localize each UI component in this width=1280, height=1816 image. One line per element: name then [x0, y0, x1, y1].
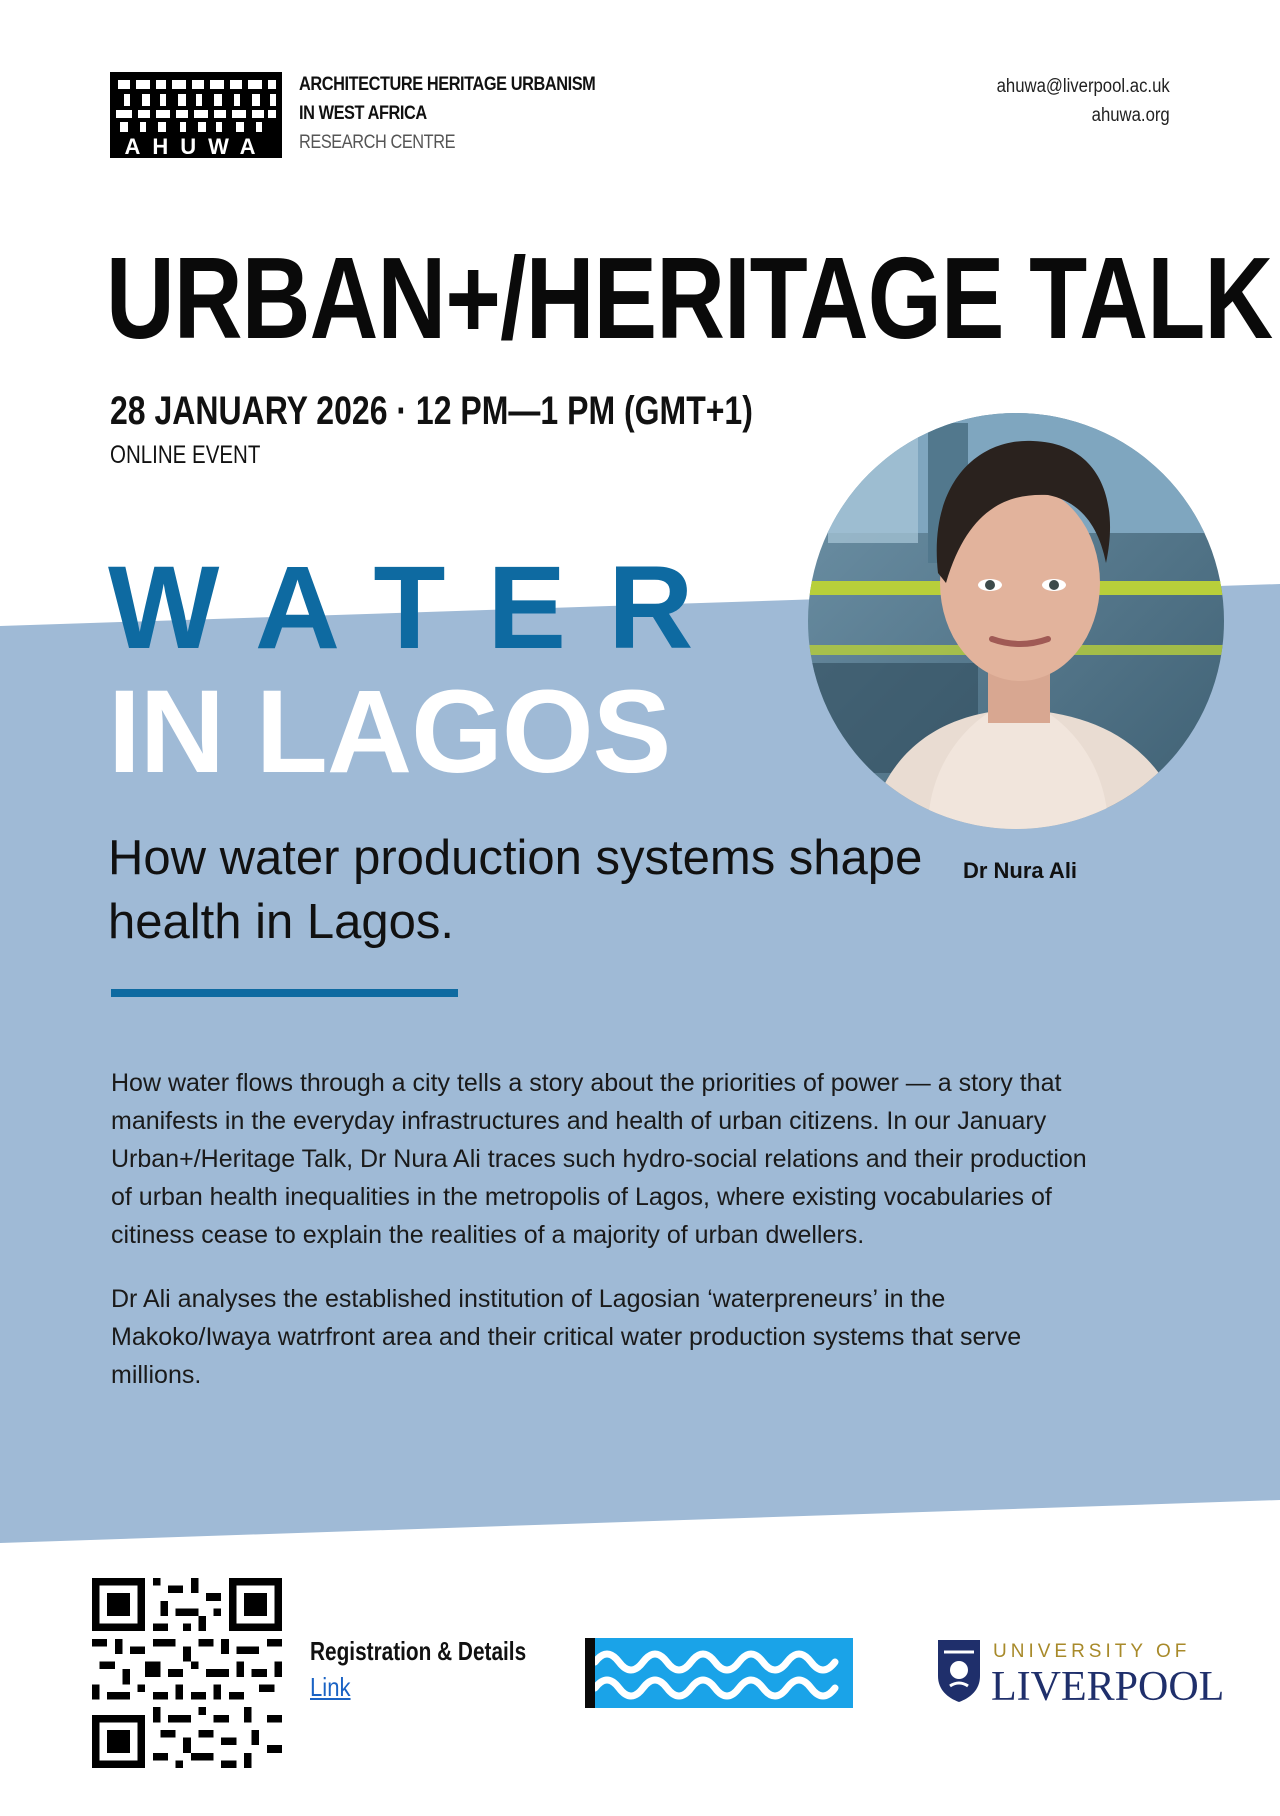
accent-rule: [111, 989, 458, 997]
university-of-label: UNIVERSITY OF: [993, 1641, 1191, 1662]
speaker-portrait: [808, 413, 1224, 829]
speaker-name: Dr Nura Ali: [962, 858, 1078, 883]
contact-email[interactable]: ahuwa@liverpool.ac.uk: [996, 76, 1170, 97]
event-date-time: 28 JANUARY 2026 · 12 PM—1 PM (GMT+1): [110, 389, 753, 433]
liverpool-crest-icon: [936, 1638, 982, 1704]
org-name-line3: RESEARCH CENTRE: [299, 132, 456, 153]
registration-qr-code[interactable]: [92, 1578, 282, 1768]
org-name-line1: ARCHITECTURE HERITAGE URBANISM: [299, 74, 596, 95]
ahuwa-logo: [110, 72, 282, 158]
headline-in-lagos: IN LAGOS: [108, 666, 671, 798]
description-paragraph-1: How water flows through a city tells a story about the priorities of power — a story that manifests in the everyday infrastructures and health of urban citizens. In our January Urban+/Heritage Talk, Dr Nura Ali traces such hydro-social relations and their production of urban health inequalities in the metropolis of Lagos, where existing vocabularies of citiness cease to explain the realities of a majority of urban dwellers.: [111, 1069, 1087, 1249]
logo-wordmark: AHUWA: [124, 134, 268, 158]
description-paragraph-2: Dr Ali analyses the established institution of Lagosian ‘waterpreneurs’ in the Makoko/Iwaya watrfront area and their critical water production systems that serve millions.: [111, 1285, 1022, 1389]
headline-water: WATER: [108, 542, 736, 674]
university-name: LIVERPOOL: [991, 1664, 1225, 1710]
registration-link[interactable]: Link: [310, 1672, 351, 1702]
series-title: URBAN+/HERITAGE TALK: [106, 233, 1273, 363]
event-format: ONLINE EVENT: [110, 441, 261, 469]
contact-website[interactable]: ahuwa.org: [1091, 105, 1170, 126]
org-name-line2: IN WEST AFRICA: [299, 103, 427, 124]
uch-lab-logo: [585, 1638, 853, 1708]
event-description: [111, 1064, 1101, 1420]
contact-block: [973, 72, 1170, 130]
headline-subtitle: How water production systems shape health in Lagos.: [108, 831, 923, 949]
org-name: [299, 70, 644, 157]
registration-label: Registration & Details: [310, 1636, 527, 1666]
